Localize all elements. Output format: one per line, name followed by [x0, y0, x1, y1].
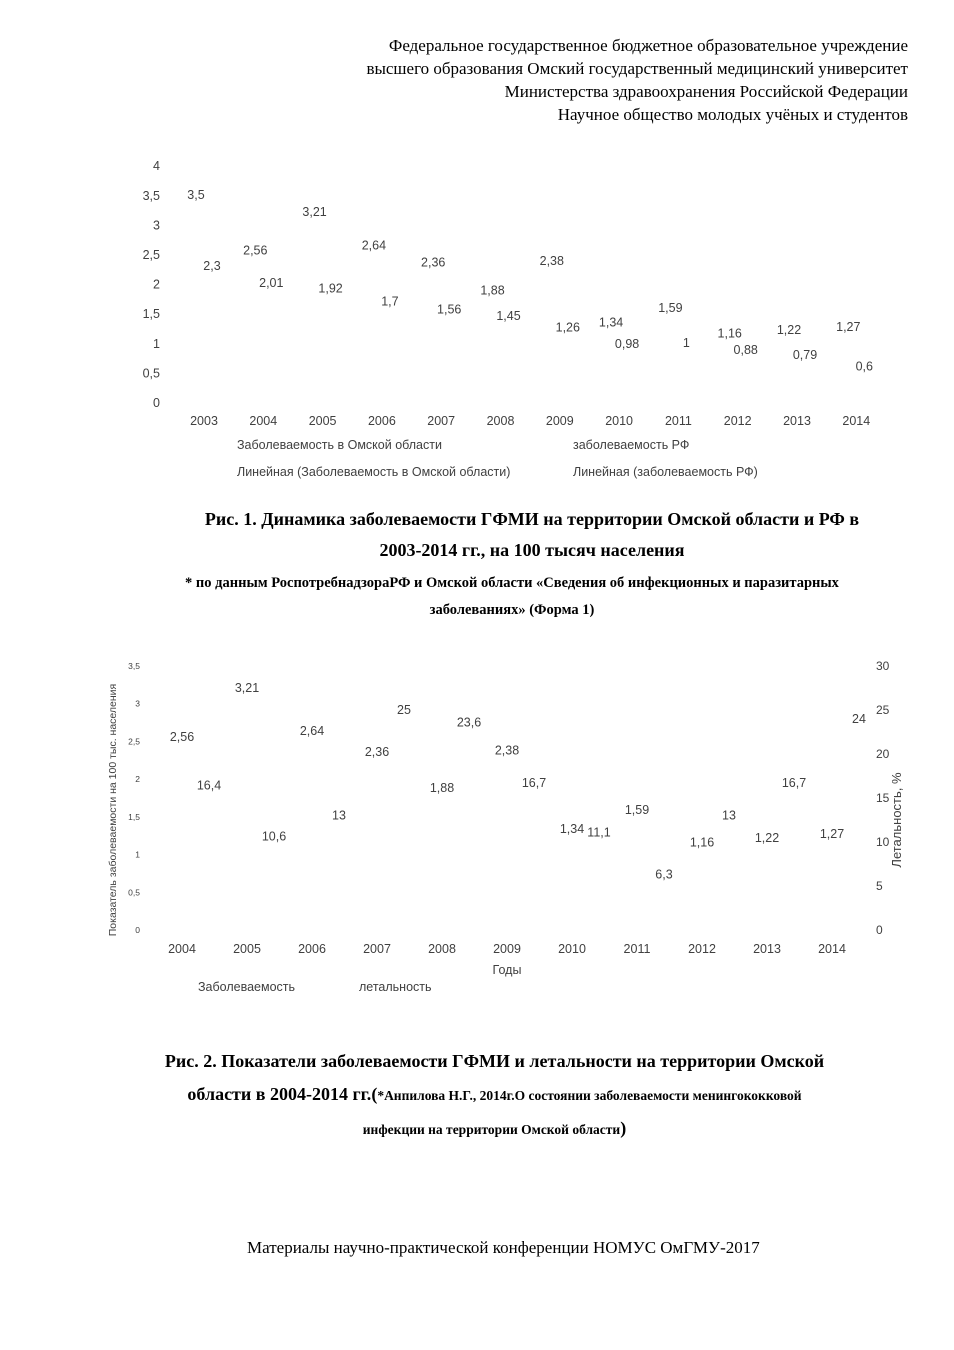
data-label: 2,36	[364, 744, 390, 759]
data-label: 1,7	[381, 294, 399, 309]
x-tick-label: 2006	[367, 414, 396, 428]
legend-entry: Заболеваемость в Омской области	[237, 438, 442, 452]
figure-1-caption-line-2: 2003-2014 гг., на 100 тысяч населения	[379, 540, 685, 560]
x-tick-label: 2004	[168, 942, 196, 956]
data-label: 0,98	[614, 336, 640, 351]
data-label: 3,21	[302, 204, 327, 219]
data-label: 1,27	[836, 319, 861, 334]
x-tick-label: 2010	[605, 414, 634, 428]
data-label: 1,16	[717, 326, 742, 341]
figure-2-caption-line-2	[85, 1078, 904, 1112]
data-label: 16,7	[521, 776, 547, 791]
x-tick-label: 2007	[363, 942, 391, 956]
y2-tick-label: 10	[876, 835, 890, 849]
data-label: 2,01	[259, 276, 284, 291]
data-label: 1,92	[318, 281, 343, 296]
header-line-1: Федеральное государственное бюджетное образовательное учреждение	[388, 36, 908, 55]
y2-tick-label: 15	[876, 791, 890, 805]
x-tick-label: 2012	[723, 414, 752, 428]
figure-1-caption-line-1: Рис. 1. Динамика заболеваемости ГФМИ на территории Омской области и РФ в	[204, 509, 860, 529]
x-tick-label: 2013	[753, 942, 781, 956]
page-footer: Материалы научно-практической конференции НОМУС ОмГМУ-2017	[247, 1238, 760, 1257]
figure-1-source-line-2: заболеваниях» (Форма 1)	[429, 602, 595, 618]
data-label: 24	[852, 711, 866, 726]
legend-entry: заболеваемость РФ	[573, 438, 690, 452]
y2-tick-label: 25	[876, 703, 890, 717]
legend-entry: Заболеваемость	[198, 980, 296, 994]
data-label: 2,38	[539, 254, 564, 269]
x-tick-label: 2011	[623, 942, 651, 956]
y2-tick-label: 5	[876, 879, 883, 893]
x-axis-title: Годы	[492, 963, 522, 977]
y2-axis-title: Летальность, %	[889, 772, 904, 868]
data-label: 6,3	[655, 867, 673, 882]
y-tick-label: 2,5	[128, 736, 140, 747]
x-tick-label: 2011	[664, 414, 692, 428]
data-label: 13	[722, 808, 736, 823]
y-tick-label: 1	[153, 336, 160, 351]
y-tick-label: 1,5	[142, 307, 160, 322]
data-label: 3,5	[187, 187, 205, 202]
data-label: 1	[682, 335, 690, 350]
x-tick-label: 2003	[190, 414, 218, 428]
figure-2-caption-line-3	[85, 1112, 904, 1146]
y-tick-label: 0	[135, 925, 140, 935]
data-label: 1,59	[658, 300, 683, 315]
data-label: 0,88	[733, 342, 758, 357]
y-tick-label: 3,5	[128, 661, 140, 671]
x-tick-label: 2004	[249, 414, 278, 428]
y2-tick-label: 30	[876, 659, 890, 673]
data-label: 11,1	[587, 825, 611, 840]
x-tick-label: 2009	[545, 414, 574, 428]
data-label: 0,6	[855, 359, 873, 374]
data-label: 1,34	[598, 315, 624, 330]
data-label: 1,26	[555, 320, 580, 335]
y-tick-label: 3	[135, 698, 140, 709]
y2-tick-label: 20	[876, 747, 890, 761]
x-tick-label: 2012	[688, 942, 716, 956]
y-tick-label: 3,5	[142, 188, 160, 203]
data-label: 2,36	[421, 255, 446, 270]
data-label: 1,56	[437, 302, 462, 317]
x-tick-label: 2014	[842, 414, 871, 428]
y-tick-label: 1	[135, 849, 140, 860]
y-tick-label: 2,5	[142, 248, 160, 262]
data-label: 1,45	[496, 309, 521, 324]
figure-2-caption-citation-end: инфекции на территории Омской области	[362, 1122, 621, 1137]
legend-entry: летальность	[359, 980, 432, 994]
y-tick-label: 2	[135, 774, 140, 785]
figure-2-caption-paren-open: (	[371, 1084, 378, 1104]
x-tick-label: 2010	[558, 942, 586, 956]
data-label: 25	[397, 703, 411, 717]
data-label: 1,22	[754, 830, 780, 845]
data-label: 10,6	[261, 829, 287, 844]
x-tick-label: 2008	[486, 414, 515, 428]
data-label: 0,79	[792, 348, 818, 363]
header-line-3: Министерства здравоохранения Российской Федерации	[504, 82, 908, 101]
y2-tick-label: 0	[876, 923, 883, 937]
header-line-2: высшего образования Омский государственный медицинский университет	[366, 59, 908, 78]
x-tick-label: 2005	[308, 414, 337, 428]
data-label: 1,88	[429, 781, 455, 796]
data-label: 2,3	[203, 258, 221, 273]
data-label: 1,27	[819, 827, 845, 842]
x-tick-label: 2007	[427, 414, 456, 428]
data-label: 16,4	[196, 778, 222, 793]
data-label: 2,64	[361, 238, 387, 253]
data-label: 16,7	[781, 776, 807, 791]
data-label: 23,6	[456, 715, 482, 730]
data-label: 1,34	[559, 821, 585, 836]
header-line-4: Научное общество молодых учёных и студентов	[557, 105, 908, 124]
y-tick-label: 0,5	[128, 887, 140, 898]
x-tick-label: 2013	[783, 414, 811, 428]
y-tick-label: 0,5	[142, 366, 160, 381]
figure-2-caption-paren-close: )	[620, 1118, 627, 1138]
figure-2-caption-main: области в 2004-2014 гг.	[187, 1084, 372, 1104]
data-label: 2,38	[494, 743, 520, 758]
data-label: 13	[332, 808, 346, 823]
x-tick-label: 2014	[818, 942, 846, 956]
figure-2-caption	[0, 1045, 954, 1146]
figure-1-source-line-1: * по данным РоспотребнадзораРФ и Омской области «Сведения об инфекционных и паразитарных	[185, 575, 839, 591]
y-tick-label: 0	[153, 396, 160, 410]
figure-2-caption-line-1: Рис. 2. Показатели заболеваемости ГФМИ и летальности на территории Омской	[164, 1051, 825, 1071]
data-label: 1,59	[624, 803, 650, 818]
y-tick-label: 4	[153, 159, 160, 174]
x-tick-label: 2008	[428, 942, 456, 956]
x-tick-label: 2005	[233, 942, 261, 956]
data-label: 1,88	[480, 283, 505, 298]
x-tick-label: 2009	[493, 942, 521, 956]
data-label: 2,56	[243, 243, 268, 258]
data-label: 2,64	[299, 723, 325, 738]
legend-entry: Линейная (заболеваемость РФ)	[573, 465, 758, 479]
data-label: 1,22	[776, 322, 802, 337]
data-label: 3,21	[234, 680, 260, 695]
data-label: 2,56	[169, 729, 195, 744]
y-axis-title: Показатель заболеваемости на 100 тыс. населения	[107, 683, 119, 937]
legend-entry: Линейная (Заболеваемость в Омской области)	[237, 465, 511, 479]
figure-2-caption-citation: *Анпилова Н.Г., 2014г.О состоянии заболеваемости менингококковой	[377, 1088, 802, 1103]
data-label: 1,16	[689, 835, 715, 850]
y-tick-label: 2	[153, 277, 160, 292]
y-tick-label: 3	[153, 218, 160, 233]
y-tick-label: 1,5	[128, 811, 140, 822]
x-tick-label: 2006	[298, 942, 326, 956]
